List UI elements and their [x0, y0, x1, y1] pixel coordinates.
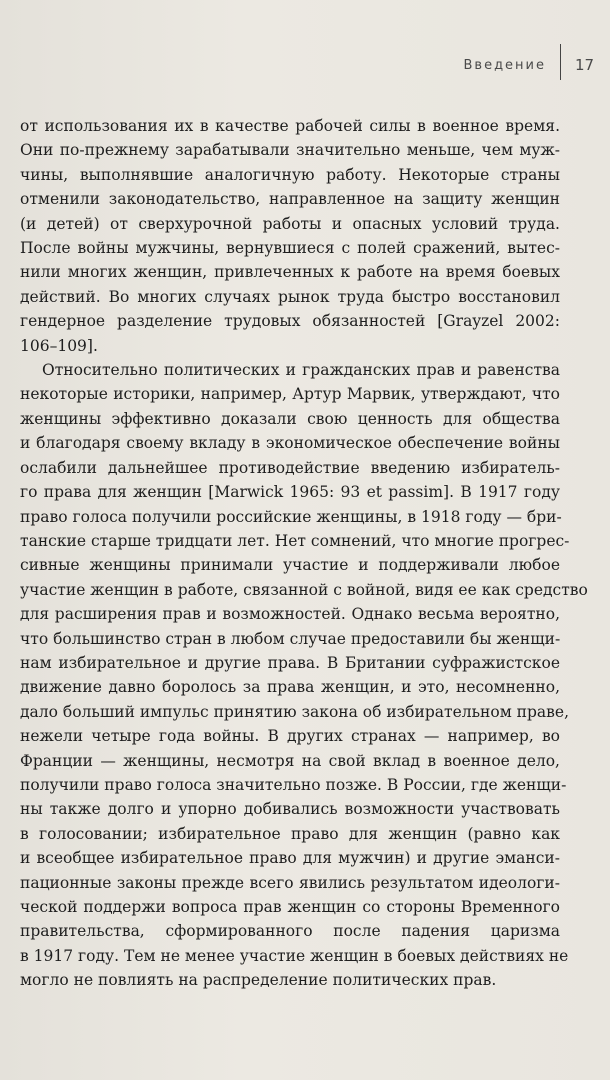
text-line: участие женщин в работе, связанной с войной, видя ее как средство: [20, 580, 588, 599]
text-line: в голосовании; избирательное право для женщин (равно как: [20, 824, 560, 843]
text-line: и всеобщее избирательное право для мужчин) и другие эманси-: [20, 849, 560, 868]
text-line: отменили законодательство, направленное на защиту женщин: [20, 190, 560, 209]
running-head: Введение: [463, 58, 546, 73]
text-line: го права для женщин [Marwick 1965: 93 et passim]. В 1917 году: [20, 483, 560, 502]
text-line: После войны мужчины, вернувшиеся с полей сражений, вытес-: [20, 239, 560, 258]
text-line: в 1917 году. Тем не менее участие женщин в боевых действиях не: [20, 946, 569, 965]
text-line: 106–109].: [20, 336, 98, 355]
text-line: ослабили дальнейшее противодействие введению избиратель-: [20, 458, 560, 477]
page-header: [0, 52, 610, 92]
text-line: движение давно боролось за права женщин, и это, несомненно,: [20, 678, 560, 697]
text-line: правительства, сформированного после падения царизма: [20, 922, 560, 941]
text-line: нам избирательное и другие права. В Британии суфражистское: [20, 653, 560, 672]
text-line: нежели четыре года войны. В других странах — например, во: [20, 727, 560, 746]
text-line: могло не повлиять на распределение политических прав.: [20, 971, 497, 990]
text-line: ны также долго и упорно добивались возможности участвовать: [20, 800, 560, 819]
text-line: сивные женщины принимали участие и поддерживали любое: [20, 556, 560, 575]
text-line: дало больший импульс принятию закона об избирательном праве,: [20, 702, 570, 721]
text-line: действий. Во многих случаях рынок труда быстро восстановил: [20, 287, 560, 306]
text-line: от использования их в качестве рабочей силы в военное время.: [20, 117, 560, 135]
page-number: 17: [575, 56, 595, 74]
text-line: (и детей) от сверхурочной работы и опасных условий труда.: [20, 214, 560, 233]
header-divider: [560, 44, 561, 80]
text-line: получили право голоса значительно позже. В России, где женщи-: [20, 775, 567, 794]
text-line: Относительно политических и гражданских прав и равенства: [42, 361, 560, 380]
paragraph: [20, 114, 560, 358]
text-line: Франции — женщины, несмотря на свой вклад в военное дело,: [20, 751, 560, 770]
text-line: пационные законы прежде всего явились результатом идеологи-: [20, 873, 560, 892]
text-line: женщины эффективно доказали свою ценность для общества: [20, 409, 560, 428]
text-line: нили многих женщин, привлеченных к работе на время боевых: [20, 263, 560, 282]
text-line: и благодаря своему вкладу в экономическое обеспечение войны: [20, 434, 560, 453]
body-text: [20, 114, 588, 993]
text-line: для расширения прав и возможностей. Однако весьма вероятно,: [20, 605, 560, 624]
text-line: ческой поддержи вопроса прав женщин со стороны Временного: [20, 898, 560, 916]
text-line: чины, выполнявшие аналогичную работу. Некоторые страны: [20, 165, 560, 184]
text-line: некоторые историки, например, Артур Марвик, утверждают, что: [20, 385, 560, 404]
text-line: право голоса получили российские женщины, в 1918 году — бри-: [20, 507, 562, 526]
text-line: что большинство стран в любом случае предоставили бы женщи-: [20, 629, 561, 648]
text-line: Они по-прежнему зарабатывали значительно меньше, чем муж-: [20, 141, 560, 160]
text-line: танские старше тридцати лет. Нет сомнений, что многие прогрес-: [20, 531, 570, 550]
paragraph: [20, 358, 588, 993]
text-line: гендерное разделение трудовых обязанностей [Grayzel 2002:: [20, 312, 560, 331]
